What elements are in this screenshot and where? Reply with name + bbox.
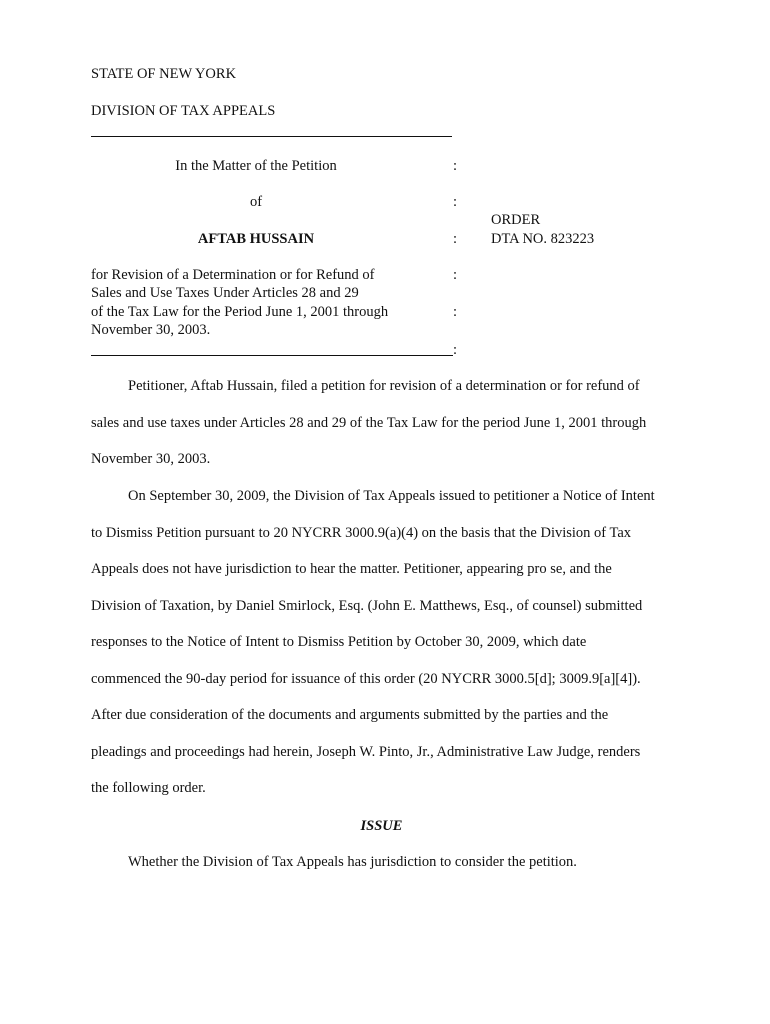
order-label: ORDER: [491, 212, 541, 228]
paragraph-line: to Dismiss Petition pursuant to 20 NYCRR 3000.9(a)(4) on the basis that the Division of Tax: [91, 524, 632, 541]
purpose-line-3: of the Tax Law for the Period June 1, 2001 through: [91, 304, 389, 320]
caption-top-rule: [91, 136, 452, 137]
petitioner-name: AFTAB HUSSAIN: [197, 231, 315, 247]
paragraph-notice: [91, 478, 672, 807]
caption-colon: :: [452, 231, 458, 247]
caption-bottom-rule: [91, 355, 453, 356]
purpose-line-1: for Revision of a Determination or for Refund of: [91, 267, 375, 283]
paragraph-line: Petitioner, Aftab Hussain, filed a petition for revision of a determination or for refund of: [128, 378, 640, 394]
caption-colon: :: [452, 342, 458, 358]
paragraph-line: After due consideration of the documents and arguments submitted by the parties and the: [91, 707, 609, 723]
paragraph-line: sales and use taxes under Articles 28 and 29 of the Tax Law for the period June 1, 2001 through: [91, 414, 647, 431]
caption-colon: :: [452, 158, 458, 174]
paragraph-petition: [91, 368, 672, 478]
matter-line: In the Matter of the Petition: [175, 158, 337, 174]
of-line: of: [249, 194, 263, 210]
purpose-line-2: Sales and Use Taxes Under Articles 28 and 29: [91, 285, 359, 301]
dta-number: DTA NO. 823223: [491, 231, 595, 247]
paragraph-line: Appeals does not have jurisdiction to hear the matter. Petitioner, appearing pro se, and the: [91, 561, 612, 577]
purpose-line-4: November 30, 2003.: [91, 322, 211, 338]
paragraph-line: the following order.: [91, 780, 206, 796]
division-heading: DIVISION OF TAX APPEALS: [91, 103, 276, 119]
caption-colon: :: [452, 304, 458, 320]
paragraph-line: responses to the Notice of Intent to Dismiss Petition by October 30, 2009, which date: [91, 634, 587, 650]
paragraph-line: pleadings and proceedings had herein, Joseph W. Pinto, Jr., Administrative Law Judge, renders: [91, 743, 641, 760]
caption-colon: :: [452, 194, 458, 210]
paragraph-line: November 30, 2003.: [91, 451, 211, 467]
issue-heading: ISSUE: [360, 818, 403, 834]
paragraph-line: Division of Taxation, by Daniel Smirlock, Esq. (John E. Matthews, Esq., of counsel) submitted: [91, 597, 643, 614]
paragraph-line: On September 30, 2009, the Division of Tax Appeals issued to petitioner a Notice of Intent: [128, 488, 655, 504]
caption-colon: :: [452, 267, 458, 283]
state-heading: STATE OF NEW YORK: [91, 66, 237, 82]
issue-text: Whether the Division of Tax Appeals has jurisdiction to consider the petition.: [128, 854, 577, 870]
paragraph-line: commenced the 90-day period for issuance of this order (20 NYCRR 3000.5[d]; 3009.9[a][4]).: [91, 670, 641, 687]
